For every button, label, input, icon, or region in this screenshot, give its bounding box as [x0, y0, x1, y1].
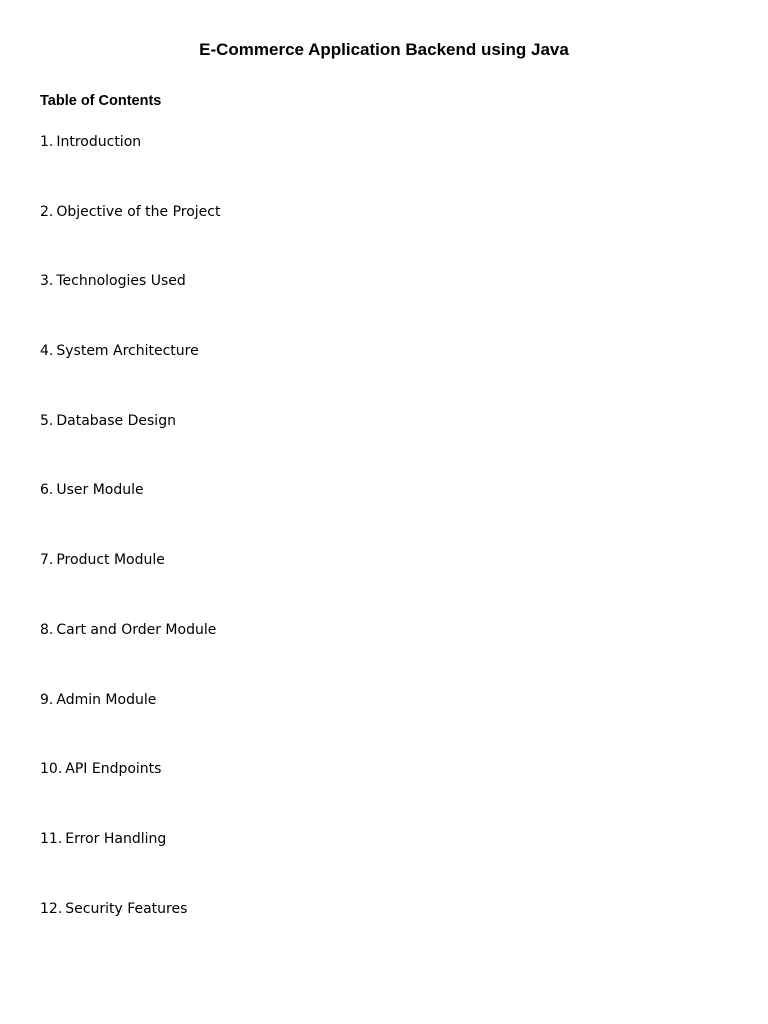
toc-item-text: API Endpoints [65, 761, 162, 778]
document-title: E-Commerce Application Backend using Java [199, 40, 569, 59]
toc-item-number: 4. [40, 343, 54, 360]
toc-item-number: 12. [40, 900, 63, 917]
toc-item-number: 9. [40, 691, 54, 708]
toc-item-number: 6. [40, 482, 54, 499]
toc-item-text: Cart and Order Module [56, 621, 217, 638]
toc-item-number: 11. [40, 830, 63, 847]
toc-item-text: User Module [56, 482, 144, 499]
toc-item-number: 8. [40, 621, 54, 638]
toc-item [40, 341, 220, 411]
toc-item-text: Technologies Used [56, 273, 186, 290]
toc-item [40, 132, 220, 202]
toc-item-number: 5. [40, 412, 54, 429]
toc-item [40, 480, 220, 550]
toc-item-number: 2. [40, 203, 54, 220]
toc-item-text: Objective of the Project [56, 203, 221, 220]
toc-item-text: Security Features [65, 900, 188, 917]
toc-item [40, 202, 220, 272]
toc-item-text: Database Design [56, 412, 176, 429]
toc-item-text: Product Module [56, 552, 165, 569]
toc-item [40, 620, 220, 690]
toc-item-number: 3. [40, 273, 54, 290]
toc-item-number: 7. [40, 552, 54, 569]
toc-item-text: System Architecture [56, 343, 199, 360]
toc-item [40, 899, 220, 969]
toc-item-text: Introduction [56, 134, 142, 150]
toc-item [40, 550, 220, 620]
toc-list [40, 132, 220, 968]
toc-item [40, 411, 220, 481]
toc-item-text: Admin Module [56, 691, 157, 708]
toc-item [40, 690, 220, 760]
toc-item [40, 271, 220, 341]
toc-item-number: 1. [40, 134, 54, 150]
toc-item-number: 10. [40, 761, 63, 778]
toc-heading: Table of Contents [40, 93, 162, 109]
toc-item-text: Error Handling [65, 830, 167, 847]
toc-item [40, 759, 220, 829]
toc-item [40, 829, 220, 899]
